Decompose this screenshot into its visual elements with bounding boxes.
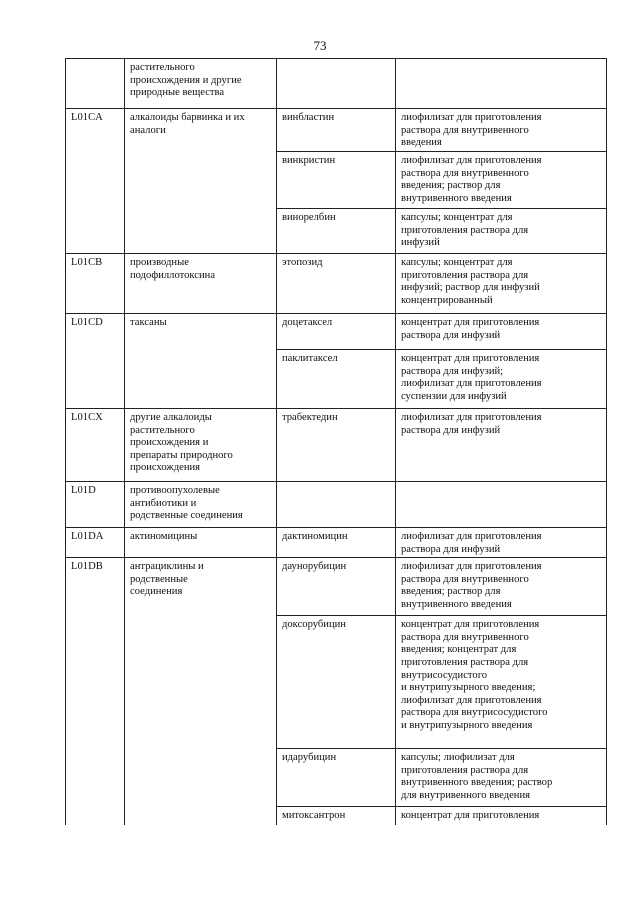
drug-name-cell: митоксантрон xyxy=(277,807,396,825)
table-row xyxy=(66,109,607,152)
drug-name-cell: доцетаксел xyxy=(277,314,396,350)
group-name-cell: алкалоиды барвинка и их аналоги xyxy=(125,109,277,152)
table-row xyxy=(66,59,607,109)
group-name-cell: производные подофиллотоксина xyxy=(125,254,277,314)
table-row xyxy=(66,314,607,350)
atc-code-cell: L01D xyxy=(66,482,125,528)
table-row xyxy=(66,409,607,482)
table-row xyxy=(66,749,607,807)
group-name-cell xyxy=(125,807,277,825)
atc-code-cell xyxy=(66,59,125,109)
drug-name-cell: винбластин xyxy=(277,109,396,152)
drug-table xyxy=(65,58,607,825)
drug-name-cell: трабектедин xyxy=(277,409,396,482)
group-name-cell xyxy=(125,749,277,807)
dosage-form-cell: концентрат для приготовления раствора для инфузий; лиофилизат для приготовления суспензии для инфузий xyxy=(396,350,607,409)
dosage-form-cell: лиофилизат для приготовления раствора для внутривенного введения; раствор для внутривенного введения xyxy=(396,558,607,616)
table-row xyxy=(66,528,607,558)
atc-code-cell xyxy=(66,616,125,749)
dosage-form-cell: лиофилизат для приготовления раствора для инфузий xyxy=(396,528,607,558)
dosage-form-cell xyxy=(396,59,607,109)
atc-code-cell xyxy=(66,350,125,409)
atc-code-cell xyxy=(66,152,125,209)
group-name-cell: таксаны xyxy=(125,314,277,350)
drug-name-cell: винорелбин xyxy=(277,209,396,254)
table-row xyxy=(66,209,607,254)
group-name-cell: растительного происхождения и другие природные вещества xyxy=(125,59,277,109)
drug-name-cell xyxy=(277,59,396,109)
atc-code-cell xyxy=(66,749,125,807)
drug-name-cell: паклитаксел xyxy=(277,350,396,409)
dosage-form-cell: капсулы; лиофилизат для приготовления раствора для внутривенного введения; раствор для внутривенного введения xyxy=(396,749,607,807)
table-row xyxy=(66,807,607,825)
table-row xyxy=(66,482,607,528)
dosage-form-cell: капсулы; концентрат для приготовления раствора для инфузий xyxy=(396,209,607,254)
dosage-form-cell xyxy=(396,482,607,528)
table-row xyxy=(66,616,607,749)
group-name-cell: актиномицины xyxy=(125,528,277,558)
dosage-form-cell: лиофилизат для приготовления раствора для инфузий xyxy=(396,409,607,482)
drug-name-cell: идарубицин xyxy=(277,749,396,807)
atc-code-cell: L01CA xyxy=(66,109,125,152)
dosage-form-cell: лиофилизат для приготовления раствора для внутривенного введения xyxy=(396,109,607,152)
drug-name-cell: доксорубицин xyxy=(277,616,396,749)
table-row xyxy=(66,152,607,209)
atc-code-cell xyxy=(66,807,125,825)
group-name-cell: противоопухолевые антибиотики и родственные соединения xyxy=(125,482,277,528)
atc-code-cell: L01CD xyxy=(66,314,125,350)
drug-name-cell: дактиномицин xyxy=(277,528,396,558)
group-name-cell xyxy=(125,209,277,254)
dosage-form-cell: концентрат для приготовления раствора для инфузий xyxy=(396,314,607,350)
table-row xyxy=(66,254,607,314)
table-row xyxy=(66,350,607,409)
group-name-cell xyxy=(125,152,277,209)
page-number: 73 xyxy=(313,38,327,53)
group-name-cell xyxy=(125,616,277,749)
drug-name-cell: винкристин xyxy=(277,152,396,209)
dosage-form-cell: лиофилизат для приготовления раствора для внутривенного введения; раствор для внутривенного введения xyxy=(396,152,607,209)
dosage-form-cell: капсулы; концентрат для приготовления раствора для инфузий; раствор для инфузий концентрированный xyxy=(396,254,607,314)
atc-code-cell: L01CX xyxy=(66,409,125,482)
group-name-cell: другие алкалоиды растительного происхождения и препараты природного происхождения xyxy=(125,409,277,482)
drug-name-cell: этопозид xyxy=(277,254,396,314)
drug-name-cell xyxy=(277,482,396,528)
atc-code-cell: L01CB xyxy=(66,254,125,314)
atc-code-cell xyxy=(66,209,125,254)
atc-code-cell: L01DB xyxy=(66,558,125,616)
table-row xyxy=(66,558,607,616)
dosage-form-cell: концентрат для приготовления раствора для внутривенного введения; концентрат для приготовления раствора для внутрисосудистого и внутрипузырного введения; лиофилизат для приготовления раствора для внутрисосудистого и внутрипузырного введения xyxy=(396,616,607,749)
group-name-cell xyxy=(125,350,277,409)
dosage-form-cell: концентрат для приготовления xyxy=(396,807,607,825)
atc-code-cell: L01DA xyxy=(66,528,125,558)
drug-name-cell: даунорубицин xyxy=(277,558,396,616)
group-name-cell: антрациклины и родственные соединения xyxy=(125,558,277,616)
